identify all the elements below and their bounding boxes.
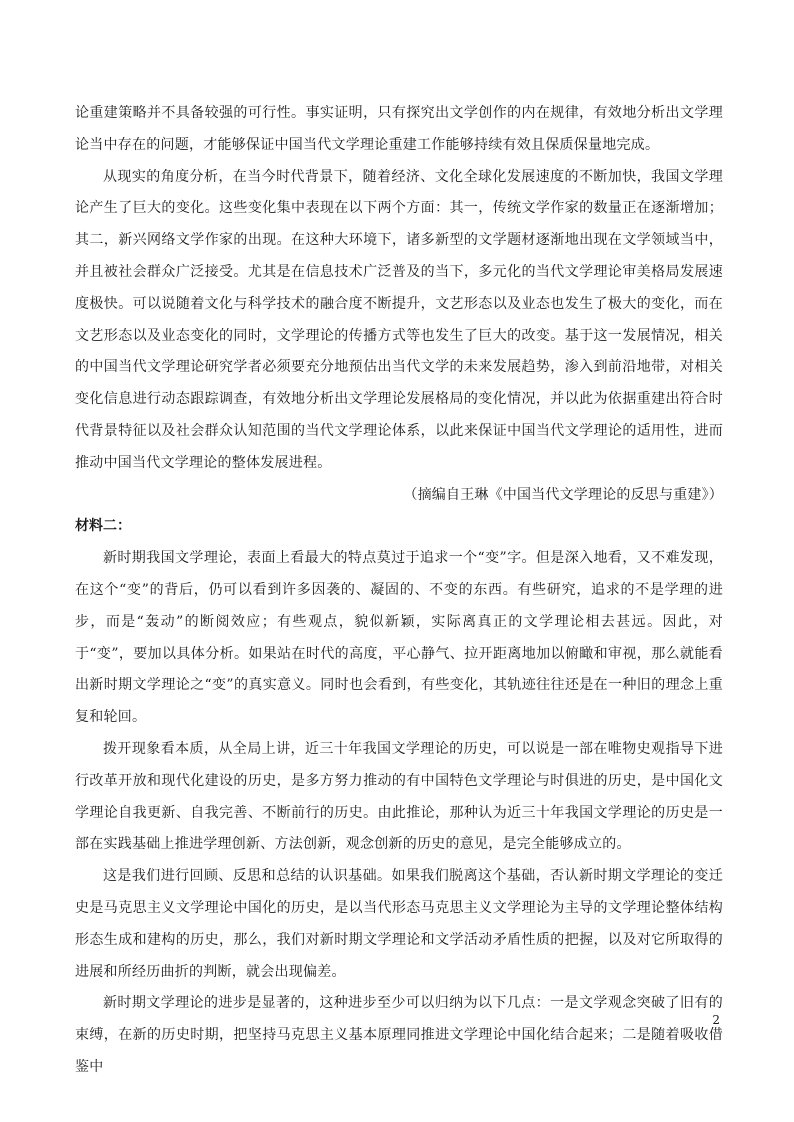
material-2-paragraph-2: 拨开现象看本质，从全局上讲，近三十年我国文学理论的历史，可以说是一部在唯物史观指导下进行改革开放和现代化建设的历史，是多方努力推动的有中国特色文学理论与时俱进的历史，是中国化文学理论自我更新、自我完善、不断前行的历史。由此推论，那种认为近三十年我国文学理论的历史是一部在实践基础上推进学理创新、方法创新，观念创新的历史的意见，是完全能够成立的。 <box>75 740 723 853</box>
paragraph-continuation: 论重建策略并不具备较强的可行性。事实证明，只有探究出文学创作的内在规律，有效地分析出文学理论当中存在的问题，才能够保证中国当代文学理论重建工作能够持续有效且保质保量地完成。 <box>75 105 723 153</box>
page-number: 2 <box>712 1013 720 1027</box>
material-2-heading: 材料二： <box>75 518 131 535</box>
material-2-paragraph-3: 这是我们进行回顾、反思和总结的认识基础。如果我们脱离这个基础，否认新时期文学理论的变迁史是马克思主义文学理论中国化的历史，是以当代形态马克思主义文学理论为主导的文学理论整体结构形态生成和建构的历史，那么，我们对新时期文学理论和文学活动矛盾性质的把握，以及对它所取得的进展和所经历曲折的判断，就会出现偏差。 <box>75 868 723 980</box>
material-2-paragraph-1: 新时期我国文学理论，表面上看最大的特点莫过于追求一个“变”字。但是深入地看，又不难发现，在这个“变”的背后，仍可以看到许多因袭的、凝固的、不变的东西。有些研究，追求的不是学理的进步，而是“轰动”的断阅效应；有些观点，貌似新颖，实际离真正的文学理论相去甚远。因此，对于“变”，要加以具体分析。如果站在时代的高度，平心静气、拉开距离地加以俯瞰和审视，那么就能看出新时期文学理论之“变”的真实意义。同时也会看到，有些变化，其轨迹往往还是在一种旧的理念上重复和轮回。 <box>75 550 723 726</box>
source-citation: （摘编自王琳《中国当代文学理论的反思与重建》） <box>403 486 723 503</box>
document-body <box>75 98 723 1084</box>
material-2-paragraph-4: 新时期文学理论的进步是显著的，这种进步至少可以归纳为以下几点：一是文学观念突破了旧有的束缚，在新的历史时期，把坚持马克思主义基本原理同推进文学理论中国化结合起来；二是随着吸收借鉴中 <box>75 995 723 1075</box>
paragraph-reality-analysis: 从现实的角度分析，在当今时代背景下，随着经济、文化全球化发展速度的不断加快，我国文学理论产生了巨大的变化。这些变化集中表现在以下两个方面：其一，传统文学作家的数量正在逐渐增加；其二，新兴网络文学作家的出现。在这种大环境下，诸多新型的文学题材逐渐地出现在文学领域当中，并且被社会群众广泛接受。尤其是在信息技术广泛普及的当下，多元化的当代文学理论审美格局发展速度极快。可以说随着文化与科学技术的融合度不断提升，文艺形态以及业态也发生了极大的变化，而在文艺形态以及业态变化的同时，文学理论的传播方式等也发生了巨大的改变。基于这一发展情况，相关的中国当代文学理论研究学者必须要充分地预估出当代文学的未来发展趋势，渗入到前沿地带，对相关变化信息进行动态跟踪调查，有效地分析出文学理论发展格局的变化情况，并以此为依据重建出符合时代背景特征以及社会群众认知范围的当代文学理论体系，以此来保证中国当代文学理论的适用性，进而推动中国当代文学理论的整体发展进程。 <box>75 168 723 471</box>
